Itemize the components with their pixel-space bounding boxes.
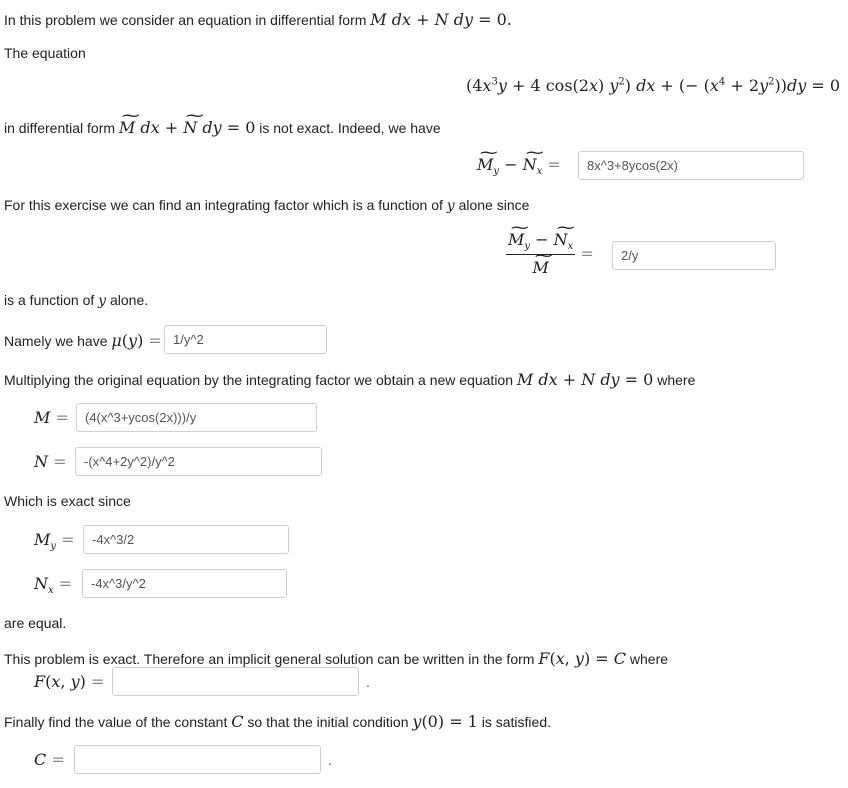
not-exact-math: ~ M dx + ~ N dy = 0 <box>119 118 255 137</box>
F-period: . <box>366 674 370 690</box>
function-of-text: is a function of y alone. <box>4 292 149 309</box>
intro-text: In this problem we consider an equation in differential form M dx + N dy = 0. <box>4 10 512 29</box>
integrating-factor-text: For this exercise we can find an integrating factor which is a function of y alone since <box>4 197 530 214</box>
multiply-text: Multiplying the original equation by the integrating factor we obtain a new equation M dx + N dy = 0 where <box>4 370 696 389</box>
exact-since-text: Which is exact since <box>4 493 131 509</box>
mu-input[interactable] <box>164 325 327 354</box>
Nx-label: $N_x$ = <box>34 574 73 597</box>
F-label: F(x, y) = <box>34 672 105 691</box>
diff-label: ~ $M_y$ − ~ $N_x$ = <box>477 155 561 177</box>
not-exact-text: in differential form ~ M dx + ~ N dy = 0 is not exact. Indeed, we have <box>4 118 441 137</box>
fraction-input[interactable] <box>612 241 776 270</box>
are-equal-text: are equal. <box>4 615 67 631</box>
diff-input[interactable] <box>578 151 804 180</box>
intro-math: M dx + N dy = 0. <box>370 10 512 29</box>
exact-math: F(x, y) = C <box>538 649 627 668</box>
F-input[interactable] <box>112 667 359 696</box>
multiply-math: M dx + N dy = 0 <box>516 370 654 389</box>
exact-text: This problem is exact. Therefore an implicit general solution can be written in the form F(x, y) = C where <box>4 649 669 668</box>
mu-text: Namely we have μ(y) = <box>4 331 162 350</box>
fraction-label: ~ $M_y$ − ~ $N_x$ ~ M = <box>506 230 594 277</box>
C-period: . <box>328 752 332 768</box>
final-text: Finally find the value of the constant C so that the initial condition y(0) = 1 is satisfied. <box>4 712 551 731</box>
mu-label: μ(y) = <box>111 331 162 350</box>
M-label: M = <box>34 408 69 427</box>
C-input[interactable] <box>74 745 321 774</box>
initial-condition-math: y(0) = 1 <box>412 712 478 731</box>
Nx-input[interactable] <box>82 569 287 598</box>
My-label: $M_y$ = <box>34 530 75 553</box>
equation-label: The equation <box>4 45 86 61</box>
fraction: ~ $M_y$ − ~ $N_x$ ~ M <box>506 230 575 277</box>
main-equation: ($4x^3y + 4$ cos(2x) $y^2$) dx + (− $(x^4 + 2y^2))dy = 0$ <box>466 76 841 95</box>
N-label: N = <box>34 452 67 471</box>
C-label: C = <box>34 750 65 769</box>
N-input[interactable] <box>75 447 322 476</box>
My-input[interactable] <box>83 525 289 554</box>
M-input[interactable] <box>76 403 317 432</box>
